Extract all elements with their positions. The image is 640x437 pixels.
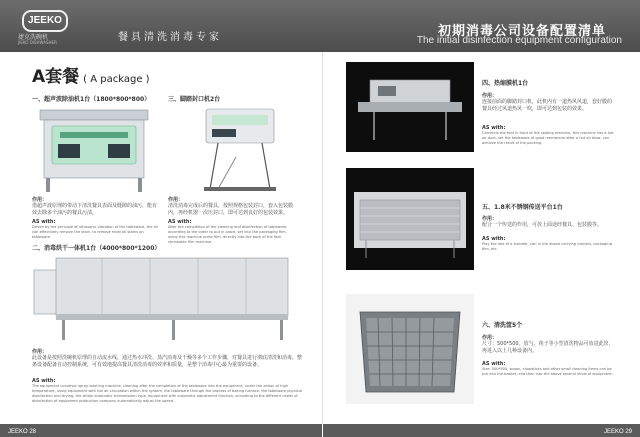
item4-desc: 连接前面的脚踏封口机，此机内有一道热风风道，套好膜的餐具经过风道热风一吹，即可达到包装的效果。 [482, 99, 613, 112]
conveyor-dryer-image [32, 256, 290, 346]
item5-label-en: AS with: [482, 236, 506, 242]
item3-desc-en: After the completion of the cleaning and disinfection of tableware, according to the order to put in place, set into the packaging film, using this machine press film, directly into the back of the foot shrinkable film machine. [168, 225, 288, 244]
item6-desc-en: Size: 500*500, spoon, chopsticks and other small cleaning items can be put into the basket, and then into the above several kinds of equipment. [482, 367, 613, 376]
item4-desc-en: Connects the foot in front of the sealing machine, this machine has a hot air duct, set the tableware of good membrane after a hot air blow, can achieve the result of the packing. [482, 131, 614, 145]
item6-label: 作用： [482, 335, 498, 341]
item2-label: 作用： [32, 349, 48, 355]
item3-label: 作用： [168, 197, 184, 203]
package-title: A套餐 ( A package ) [32, 67, 150, 87]
item5-desc: 配合一个传送的作用，可放上面途经餐具、包装膜等。 [482, 222, 603, 228]
item1-desc-en: Driven by the principle of ultrasonic vibration of the tableware, the oil can effectively remove the stain, to remove most oil stains on tableware. [32, 225, 158, 239]
slogan: 餐具清洗消毒专家 [118, 32, 222, 43]
conveyor-table-image [352, 182, 468, 266]
page-number-right: JEEKO 29 [603, 429, 632, 435]
item6-desc: 尺寸：500*500。放勺、筷子等小型清洗物品可放进此筐，再进入以上几种设备内。 [482, 341, 614, 354]
item4-label: 作用： [482, 93, 498, 99]
footer-left [0, 424, 322, 437]
item5-desc-en: Play the role of a transfer, can in the above carrying utensils, packaging film, etc. [482, 242, 612, 251]
item1-label-en: AS with: [32, 219, 56, 225]
page-number-left: JEEKO 28 [8, 429, 37, 435]
item3-label-en: AS with: [168, 219, 192, 225]
item6-label-en: AS with: [482, 361, 506, 367]
item5-label: 作用： [482, 216, 498, 222]
logo-cn-text: 捷克洗碗机 [18, 34, 49, 41]
foot-sealer-image [198, 105, 282, 197]
item3-desc: 清洗消毒完成后的餐具，按照规格包装封口，套入包装膜内，再经机器一次压封口，即可达到良好的包装效果。 [168, 203, 294, 216]
wash-basket-image [352, 302, 468, 402]
item1-label: 作用： [32, 197, 48, 203]
page-divider [322, 52, 323, 424]
logo-en-text: JIEKO DISHWASHER [18, 40, 57, 45]
shrink-wrap-machine-image [352, 72, 468, 150]
item3-title: 三、脚踏封口机2台 [168, 96, 221, 103]
header-bar [0, 0, 640, 52]
item1-desc: 借超声波原理的带动下清洗餐具表面及缝隙的油污，能有效去除多个油污的餐具污渍。 [32, 203, 158, 216]
item5-title: 五、1.8米不锈钢传送平台1台 [482, 204, 563, 211]
footer-right [323, 424, 640, 437]
item1-title: 一、超声波除油机1台（1800*800*800） [32, 96, 151, 103]
item4-title: 四、热缩膜机1台 [482, 80, 529, 87]
header-title: 初期消毒公司设备配置清单 [437, 24, 606, 39]
header-subtitle: The initial disinfection equipment configuration [416, 35, 622, 46]
ultrasonic-degreaser-image [38, 108, 150, 198]
brand-logo: JEEKO [22, 10, 68, 32]
item4-label-en: AS with: [482, 125, 506, 131]
item6-title: 六、清洗筐5个 [482, 322, 523, 329]
item2-label-en: AS with: [32, 378, 56, 384]
item2-desc: 此设备是按照洗碗机原理的自动流水线，通过热水冲洗、蒸汽消毒及干燥等多个工作步骤，对餐具进行彻底清洗和消毒，整条设备配备自动控制系统，可有效地提高餐具清洗消毒的效率和质量，是整个消毒中心最为重要的设备。 [32, 355, 303, 368]
item2-title: 二、消毒烘干一体机1台（4000*800*1200） [32, 245, 161, 252]
item2-desc-en: The equipment conveyor spray washing machine, cleaning after the completion of the tableware into the equipment, under the action of high temperature, using equipment with hot air circulation within the system, the tableware through the process of baking furnace, the tableware physical disinfection and drying, the whole automatic transmission type, equipment with automatic adjustment function, according to the different needs of disinfection of equipment production company automatically adjust the speed. [32, 384, 302, 403]
